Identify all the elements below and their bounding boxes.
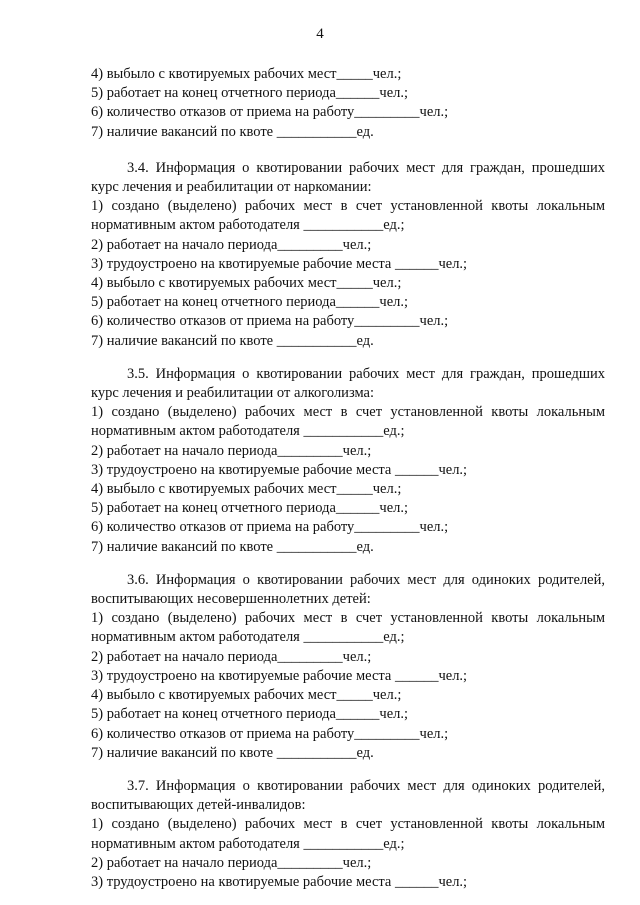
list-item: 1) создано (выделено) рабочих мест в счет установленной квоты локальным [91,198,605,215]
list-item: 1) создано (выделено) рабочих мест в счет установленной квоты локальным [91,610,605,627]
section-heading: 3.4. Информация о квотировании рабочих мест для граждан, прошедших [127,159,605,176]
list-item: 3) трудоустроено на квотируемые рабочие места ______чел.; [91,873,468,890]
list-item: 6) количество отказов от приема на работу_________чел.; [91,104,449,121]
section-heading: 3.5. Информация о квотировании рабочих мест для граждан, прошедших [127,365,605,382]
list-item: 7) наличие вакансий по квоте ___________ед. [91,538,374,555]
list-item: 4) выбыло с квотируемых рабочих мест_____чел.; [91,687,402,704]
section-heading-cont: курс лечения и реабилитации от наркомании: [91,179,372,196]
list-item: нормативным актом работодателя ___________ед.; [91,835,405,852]
list-item: 4) выбыло с квотируемых рабочих мест_____чел.; [91,275,402,292]
list-item: 3) трудоустроено на квотируемые рабочие места ______чел.; [91,461,468,478]
section-heading: 3.7. Информация о квотировании рабочих мест для одиноких родителей, [127,777,605,794]
list-item: 7) наличие вакансий по квоте ___________ед. [91,744,374,761]
section-heading: 3.6. Информация о квотировании рабочих мест для одиноких родителей, [127,571,605,588]
list-item: нормативным актом работодателя ___________ед.; [91,217,405,234]
list-item: 2) работает на начало периода_________чел.; [91,442,372,459]
list-item: нормативным актом работодателя ___________ед.; [91,629,405,646]
list-item: 4) выбыло с квотируемых рабочих мест_____чел.; [91,481,402,498]
section-heading-cont: воспитывающих детей-инвалидов: [91,797,306,814]
list-item: 1) создано (выделено) рабочих мест в счет установленной квоты локальным [91,404,605,421]
document-body [91,65,605,892]
list-item: 4) выбыло с квотируемых рабочих мест_____чел.; [91,66,402,82]
page-number: 4 [316,26,324,42]
list-item: 5) работает на конец отчетного периода______чел.; [91,294,409,311]
list-item: 6) количество отказов от приема на работу_________чел.; [91,313,449,330]
list-item: 3) трудоустроено на квотируемые рабочие места ______чел.; [91,255,468,272]
list-item: 2) работает на начало периода_________чел.; [91,648,372,665]
list-item: 2) работает на начало периода_________чел.; [91,236,372,253]
section-3-6 [91,571,605,763]
list-item: 5) работает на конец отчетного периода______чел.; [91,85,409,102]
list-item: 2) работает на начало периода_________чел.; [91,854,372,871]
list-item: 6) количество отказов от приема на работу_________чел.; [91,519,449,536]
section-heading-cont: воспитывающих несовершеннолетних детей: [91,591,371,608]
list-item: нормативным актом работодателя ___________ед.; [91,423,405,440]
list-item: 1) создано (выделено) рабочих мест в счет установленной квоты локальным [91,816,605,833]
section-heading-cont: курс лечения и реабилитации от алкоголизма: [91,385,375,402]
section-3-4 [91,159,605,351]
section-3-5 [91,365,605,557]
list-item: 7) наличие вакансий по квоте ___________ед. [91,332,374,349]
list-item: 5) работает на конец отчетного периода______чел.; [91,706,409,723]
section-3-7 [91,777,605,892]
list-item: 5) работает на конец отчетного периода______чел.; [91,500,409,517]
list-item: 3) трудоустроено на квотируемые рабочие места ______чел.; [91,667,468,684]
continuation-list [91,65,605,142]
list-item: 6) количество отказов от приема на работу_________чел.; [91,725,449,742]
list-item: 7) наличие вакансий по квоте ___________ед. [91,123,374,140]
